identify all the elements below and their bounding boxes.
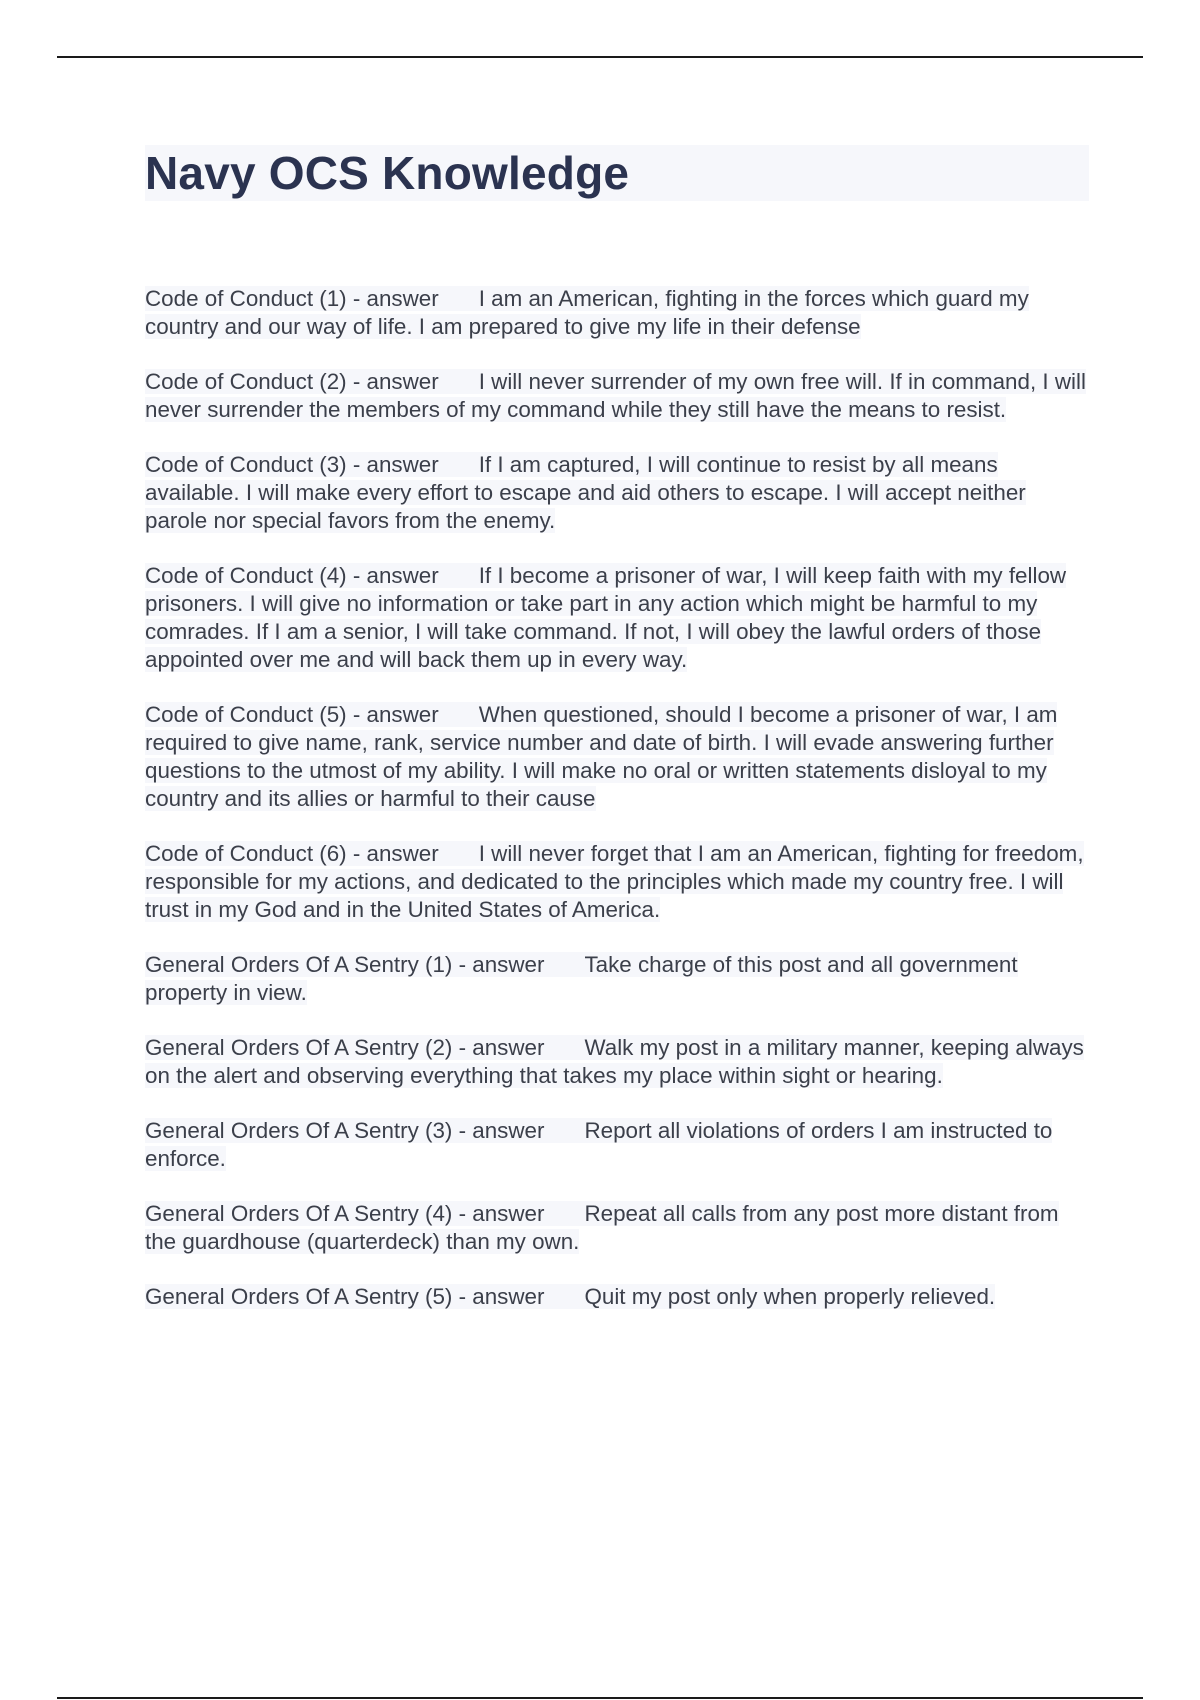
entry-definition: I am an American, fighting in the forces which guard my country and our way of life. I am prepared to give my life in their defense (145, 286, 1029, 339)
flashcard-entry (145, 840, 1089, 924)
entry-term: Code of Conduct (5) - answer (145, 702, 439, 727)
entry-definition: Quit my post only when properly relieved. (584, 1284, 996, 1309)
page-title: Navy OCS Knowledge (145, 147, 630, 199)
entry-term: General Orders Of A Sentry (3) - answer (145, 1118, 545, 1143)
entry-term: General Orders Of A Sentry (5) - answer (145, 1284, 545, 1309)
entry-term: Code of Conduct (1) - answer (145, 286, 439, 311)
entry-definition: Walk my post in a military manner, keeping always on the alert and observing everything that takes my place within sight or hearing. (145, 1035, 1084, 1088)
entry-definition: Take charge of this post and all government property in view. (145, 952, 1018, 1005)
entry-definition: When questioned, should I become a prisoner of war, I am required to give name, rank, service number and date of birth. I will evade answering further questions to the utmost of my ability. I will make no oral or written statements disloyal to my country and its allies or harmful to their cause (145, 702, 1058, 811)
entry-term: Code of Conduct (6) - answer (145, 841, 439, 866)
entry-definition: Report all violations of orders I am instructed to enforce. (145, 1118, 1053, 1171)
entry-definition: If I become a prisoner of war, I will keep faith with my fellow prisoners. I will give no information or take part in any action which might be harmful to my comrades. If I am a senior, I will take command. If not, I will obey the lawful orders of those appointed over me and will back them up in every way. (145, 563, 1067, 672)
entry-term: General Orders Of A Sentry (4) - answer (145, 1201, 545, 1226)
flashcard-entry (145, 701, 1089, 813)
header-rule (57, 56, 1143, 58)
entry-definition: I will never surrender of my own free will. If in command, I will never surrender the members of my command while they still have the means to resist. (145, 369, 1086, 422)
entry-term: Code of Conduct (3) - answer (145, 452, 439, 477)
entry-definition: If I am captured, I will continue to resist by all means available. I will make every effort to escape and aid others to escape. I will accept neither parole nor special favors from the enemy. (145, 452, 1026, 533)
flashcard-list (145, 285, 1089, 1338)
entry-term: General Orders Of A Sentry (2) - answer (145, 1035, 545, 1060)
flashcard-entry (145, 1283, 1089, 1311)
entry-term: Code of Conduct (2) - answer (145, 369, 439, 394)
flashcard-entry (145, 285, 1089, 341)
flashcard-entry (145, 1117, 1089, 1173)
entry-definition: I will never forget that I am an American, fighting for freedom, responsible for my actions, and dedicated to the principles which made my country free. I will trust in my God and in the United States of America. (145, 841, 1084, 922)
flashcard-entry (145, 1034, 1089, 1090)
flashcard-entry (145, 951, 1089, 1007)
flashcard-entry (145, 451, 1089, 535)
title-band (145, 145, 1089, 201)
entry-term: General Orders Of A Sentry (1) - answer (145, 952, 545, 977)
footer-rule (57, 1697, 1143, 1699)
entry-term: Code of Conduct (4) - answer (145, 563, 439, 588)
flashcard-entry (145, 1200, 1089, 1256)
flashcard-entry (145, 562, 1089, 674)
entry-definition: Repeat all calls from any post more distant from the guardhouse (quarterdeck) than my own. (145, 1201, 1059, 1254)
flashcard-entry (145, 368, 1089, 424)
